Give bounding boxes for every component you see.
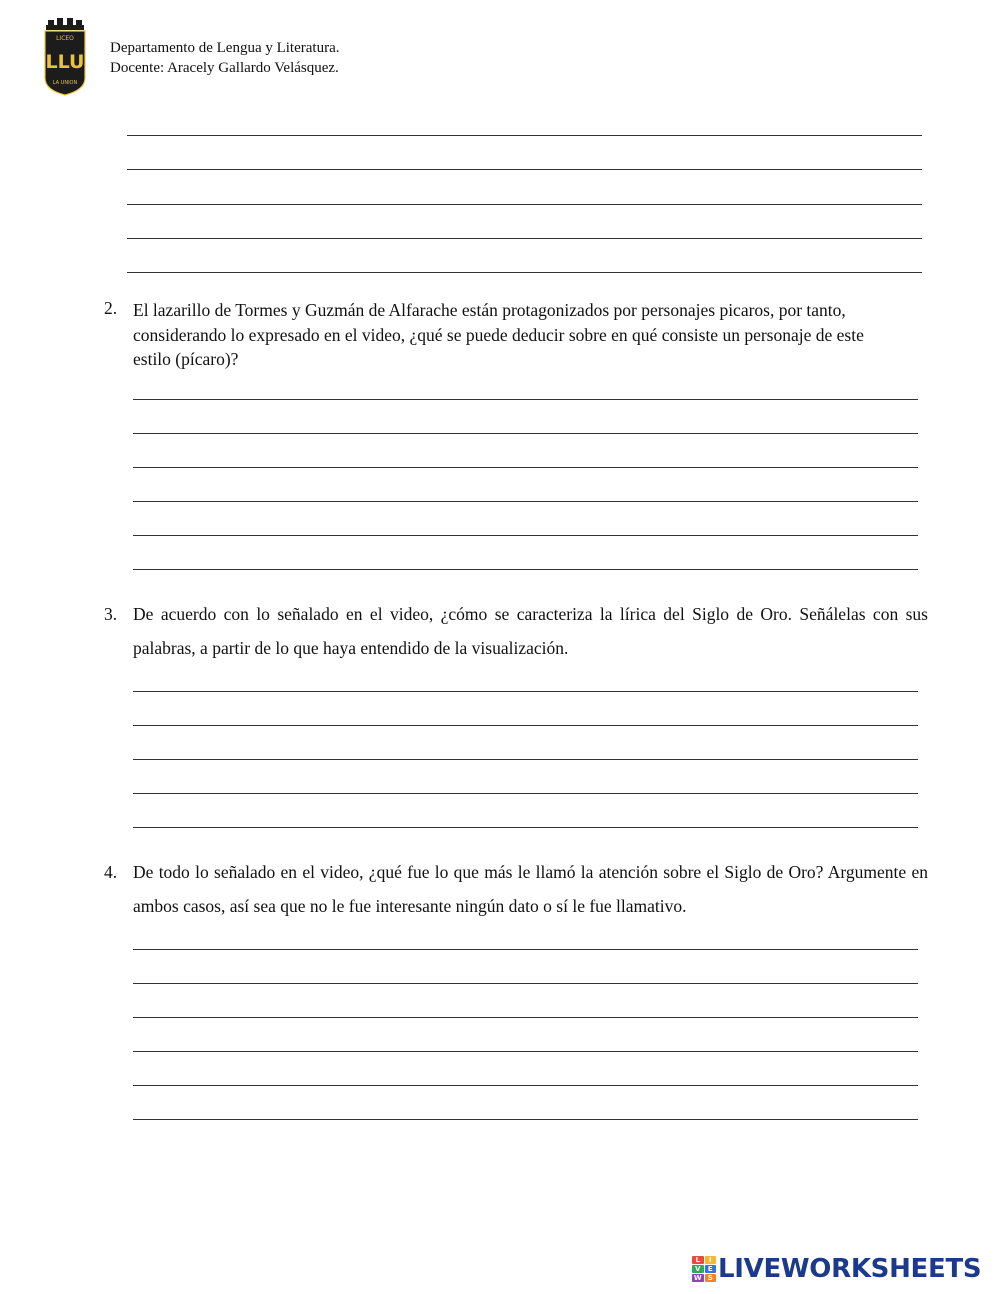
liveworksheets-logo-icon: [692, 1256, 716, 1282]
answer-line[interactable]: [133, 1051, 918, 1052]
answer-line[interactable]: [133, 399, 918, 400]
question-text: De todo lo señalado en el video, ¿qué fue lo que más le llamó la atención sobre el Siglo de Oro? Argumente en ambos casos, así sea que no le fue interesante ningún dato o sí le fue llamativo.: [133, 862, 928, 916]
answer-line[interactable]: [127, 135, 922, 136]
logo-tile: V: [692, 1265, 704, 1273]
question-text: De acuerdo con lo señalado en el video, ¿cómo se caracteriza la lírica del Siglo de Oro. Señálelas con sus palabras, a partir de lo que haya entendido de la visualización.: [133, 604, 928, 658]
answer-line[interactable]: [133, 725, 918, 726]
answer-line[interactable]: [133, 433, 918, 434]
crest-wall: [46, 25, 84, 30]
answer-line[interactable]: [133, 1085, 918, 1086]
answer-line[interactable]: [133, 1119, 918, 1120]
question-number: 3.: [104, 604, 118, 624]
crest-battlement: [57, 18, 63, 25]
crest-battlement: [67, 18, 73, 25]
answer-line[interactable]: [133, 759, 918, 760]
answer-line[interactable]: [133, 793, 918, 794]
answer-line[interactable]: [133, 983, 918, 984]
crest-bottom-text: LA UNION: [52, 80, 78, 86]
answer-line[interactable]: [127, 238, 922, 239]
answer-line[interactable]: [133, 501, 918, 502]
school-logo: [42, 18, 88, 96]
answer-line[interactable]: [133, 535, 918, 536]
brand-name: LIVEWORKSHEETS: [718, 1254, 982, 1284]
answer-line[interactable]: [133, 467, 918, 468]
crest-initials: LLU: [45, 51, 85, 73]
crest-battlement: [76, 20, 82, 25]
answer-line[interactable]: [127, 169, 922, 170]
question-number: 2.: [104, 298, 118, 318]
answer-line[interactable]: [127, 204, 922, 205]
question-text: El lazarillo de Tormes y Guzmán de Alfarache están protagonizados por personajes picaros, por tanto, considerando lo expresado en el video, ¿qué se puede deducir sobre en qué consiste un personaje de este estilo (pícaro)?: [133, 300, 864, 369]
crest-top-text: LICEO: [56, 35, 74, 42]
answer-line[interactable]: [133, 1017, 918, 1018]
answer-line[interactable]: [133, 691, 918, 692]
crest-battlement: [48, 20, 54, 25]
logo-tile: S: [705, 1274, 717, 1282]
school-crest-icon: [42, 18, 88, 96]
logo-tile: I: [705, 1256, 717, 1264]
answer-line[interactable]: [127, 272, 922, 273]
teacher-name: Docente: Aracely Gallardo Velásquez.: [110, 60, 339, 76]
department-name: Departamento de Lengua y Literatura.: [110, 40, 340, 56]
question-number: 4.: [104, 862, 118, 882]
logo-tile: L: [692, 1256, 704, 1264]
logo-tile: E: [705, 1265, 717, 1273]
liveworksheets-brand: [692, 1254, 981, 1284]
answer-line[interactable]: [133, 949, 918, 950]
answer-line[interactable]: [133, 569, 918, 570]
logo-tile: W: [693, 1274, 702, 1282]
answer-line[interactable]: [133, 827, 918, 828]
document-header: [110, 38, 339, 78]
